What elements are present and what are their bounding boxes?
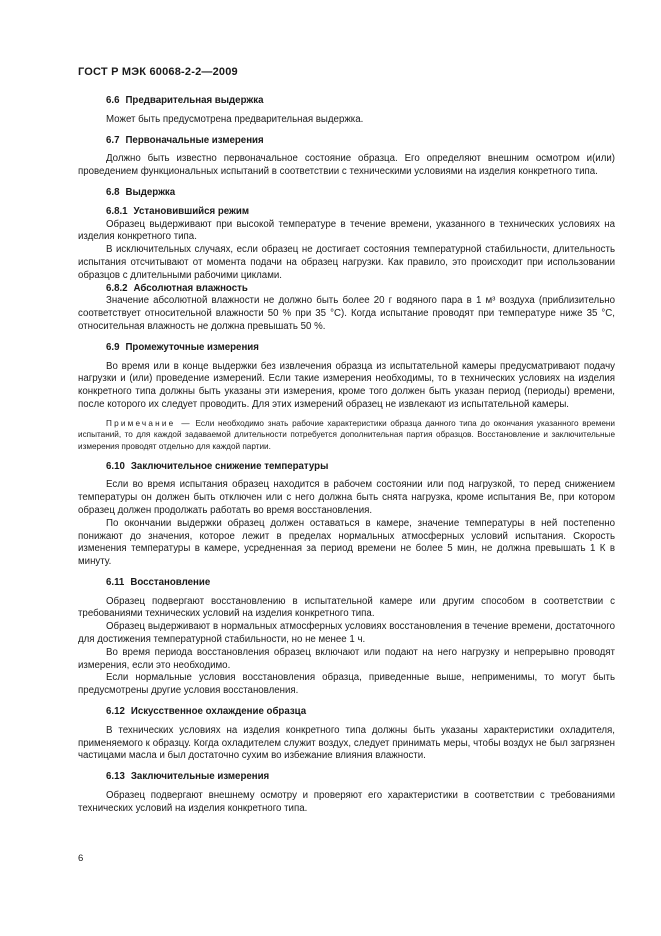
section-heading-6-7: 6.7 Первоначальные измерения xyxy=(106,134,264,146)
paragraph: Значение абсолютной влажности не должно быть более 20 г водяного пара в 1 м³ воздуха (приблизительно соответствует относительной влажности 50 % при 35 °С). Когда испытание проводят при температуре ниже 35 °С, относительная влажность не должна превышать 50 %. xyxy=(78,295,615,332)
paragraph: Если во время испытания образец находится в рабочем состоянии или под нагрузкой, то перед снижением температуры он должен быть отключен или с него должна быть снята нагрузка, кроме испытания Ве, при котором образец должен продолжать работать во время восстановления. xyxy=(78,479,615,516)
section-heading-6-11: 6.11 Восстановление xyxy=(106,576,211,588)
paragraph: Образец выдерживают при высокой температуре в течение времени, указанного в технических условиях на изделия конкретного типа. xyxy=(78,218,615,243)
paragraph: В исключительных случаях, если образец не достигает состояния температурной стабильности, длительность испытания отсчитывают от момента подачи на образец нагрузки. Как правило, это происходит при использовании образцов с длительными рабочими циклами. xyxy=(78,244,615,281)
paragraph: Образец подвергают внешнему осмотру и проверяют его характеристики в соответствии с требованиями технических условий на изделия конкретного типа. xyxy=(78,790,615,814)
note-text: Если необходимо знать рабочие характеристики образца данного типа до окончания указанного времени испытаний, то для каждой задаваемой длительности потребуется дополнительная партия образцов. Восстановление и заключительные измерения проводят отдельно для каждой партии. xyxy=(78,418,615,451)
note xyxy=(78,418,615,453)
document-body xyxy=(78,95,615,816)
paragraph: Должно быть известно первоначальное состояние образца. Его определяют внешним осмотром и(или) проведением функциональных испытаний в соответствии с техническими условиями на изделия конкретного типа. xyxy=(78,153,615,178)
section-heading-6-9: 6.9 Промежуточные измерения xyxy=(106,341,259,353)
paragraph: Во время или в конце выдержки без извлечения образца из испытательной камеры предусматривают подачу нагрузки и (или) проведение измерений. Если такие измерения необходимы, то в технических условиях на изделия конкретного типа должны быть указаны эти измерения, кроме того должен быть указан период (периоды) времени, после которого их следует проводить. Для этих измерений образец не извлекают из испытательной камеры. xyxy=(78,360,615,410)
section-heading-6-12: 6.12 Искусственное охлаждение образца xyxy=(106,706,307,718)
paragraph: Если нормальные условия восстановления образца, приведенные выше, неприменимы, то могут быть предусмотрены другие условия восстановления. xyxy=(78,672,615,697)
document-header: ГОСТ Р МЭК 60068-2-2—2009 xyxy=(78,66,238,78)
note-label: Примечание — xyxy=(106,418,192,428)
paragraph: По окончании выдержки образец должен оставаться в камере, значение температуры в ней постепенно понижают до значения, которое лежит в пределах нормальных атмосферных условий испытания. Скорость изменения температуры в камере, усредненная за период времени не более 5 мин, не должна превышать 1 К в минуту. xyxy=(78,517,615,568)
paragraph: Образец выдерживают в нормальных атмосферных условиях восстановления в течение времени, достаточного для достижения температурной стабильности, но не менее 1 ч. xyxy=(78,621,615,646)
paragraph: Во время периода восстановления образец включают или подают на него нагрузку и непрерывно проводят измерения, если это необходимо. xyxy=(78,646,615,671)
page-number: 6 xyxy=(78,853,84,864)
paragraph: Может быть предусмотрена предварительная выдержка. xyxy=(106,113,364,125)
section-heading-6-10: 6.10 Заключительное снижение температуры xyxy=(106,460,329,472)
section-heading-6-8-2: 6.8.2 Абсолютная влажность xyxy=(106,282,248,294)
section-heading-6-8: 6.8 Выдержка xyxy=(106,186,176,198)
paragraph: В технических условиях на изделия конкретного типа должны быть указаны характеристики охладителя, применяемого к образцу. Когда охладителем служит воздух, следует принимать меры, чтобы воздух не был загрязнен частицами масла и был достаточно сухим во избежание влияния влажности. xyxy=(78,724,615,762)
paragraph: Образец подвергают восстановлению в испытательной камере или другим способом в соответствии с требованиями технических условий на изделия конкретного типа. xyxy=(78,595,615,620)
section-heading-6-13: 6.13 Заключительные измерения xyxy=(106,771,270,783)
section-heading-6-6: 6.6 Предварительная выдержка xyxy=(106,95,264,106)
section-heading-6-8-1: 6.8.1 Установившийся режим xyxy=(106,205,250,217)
